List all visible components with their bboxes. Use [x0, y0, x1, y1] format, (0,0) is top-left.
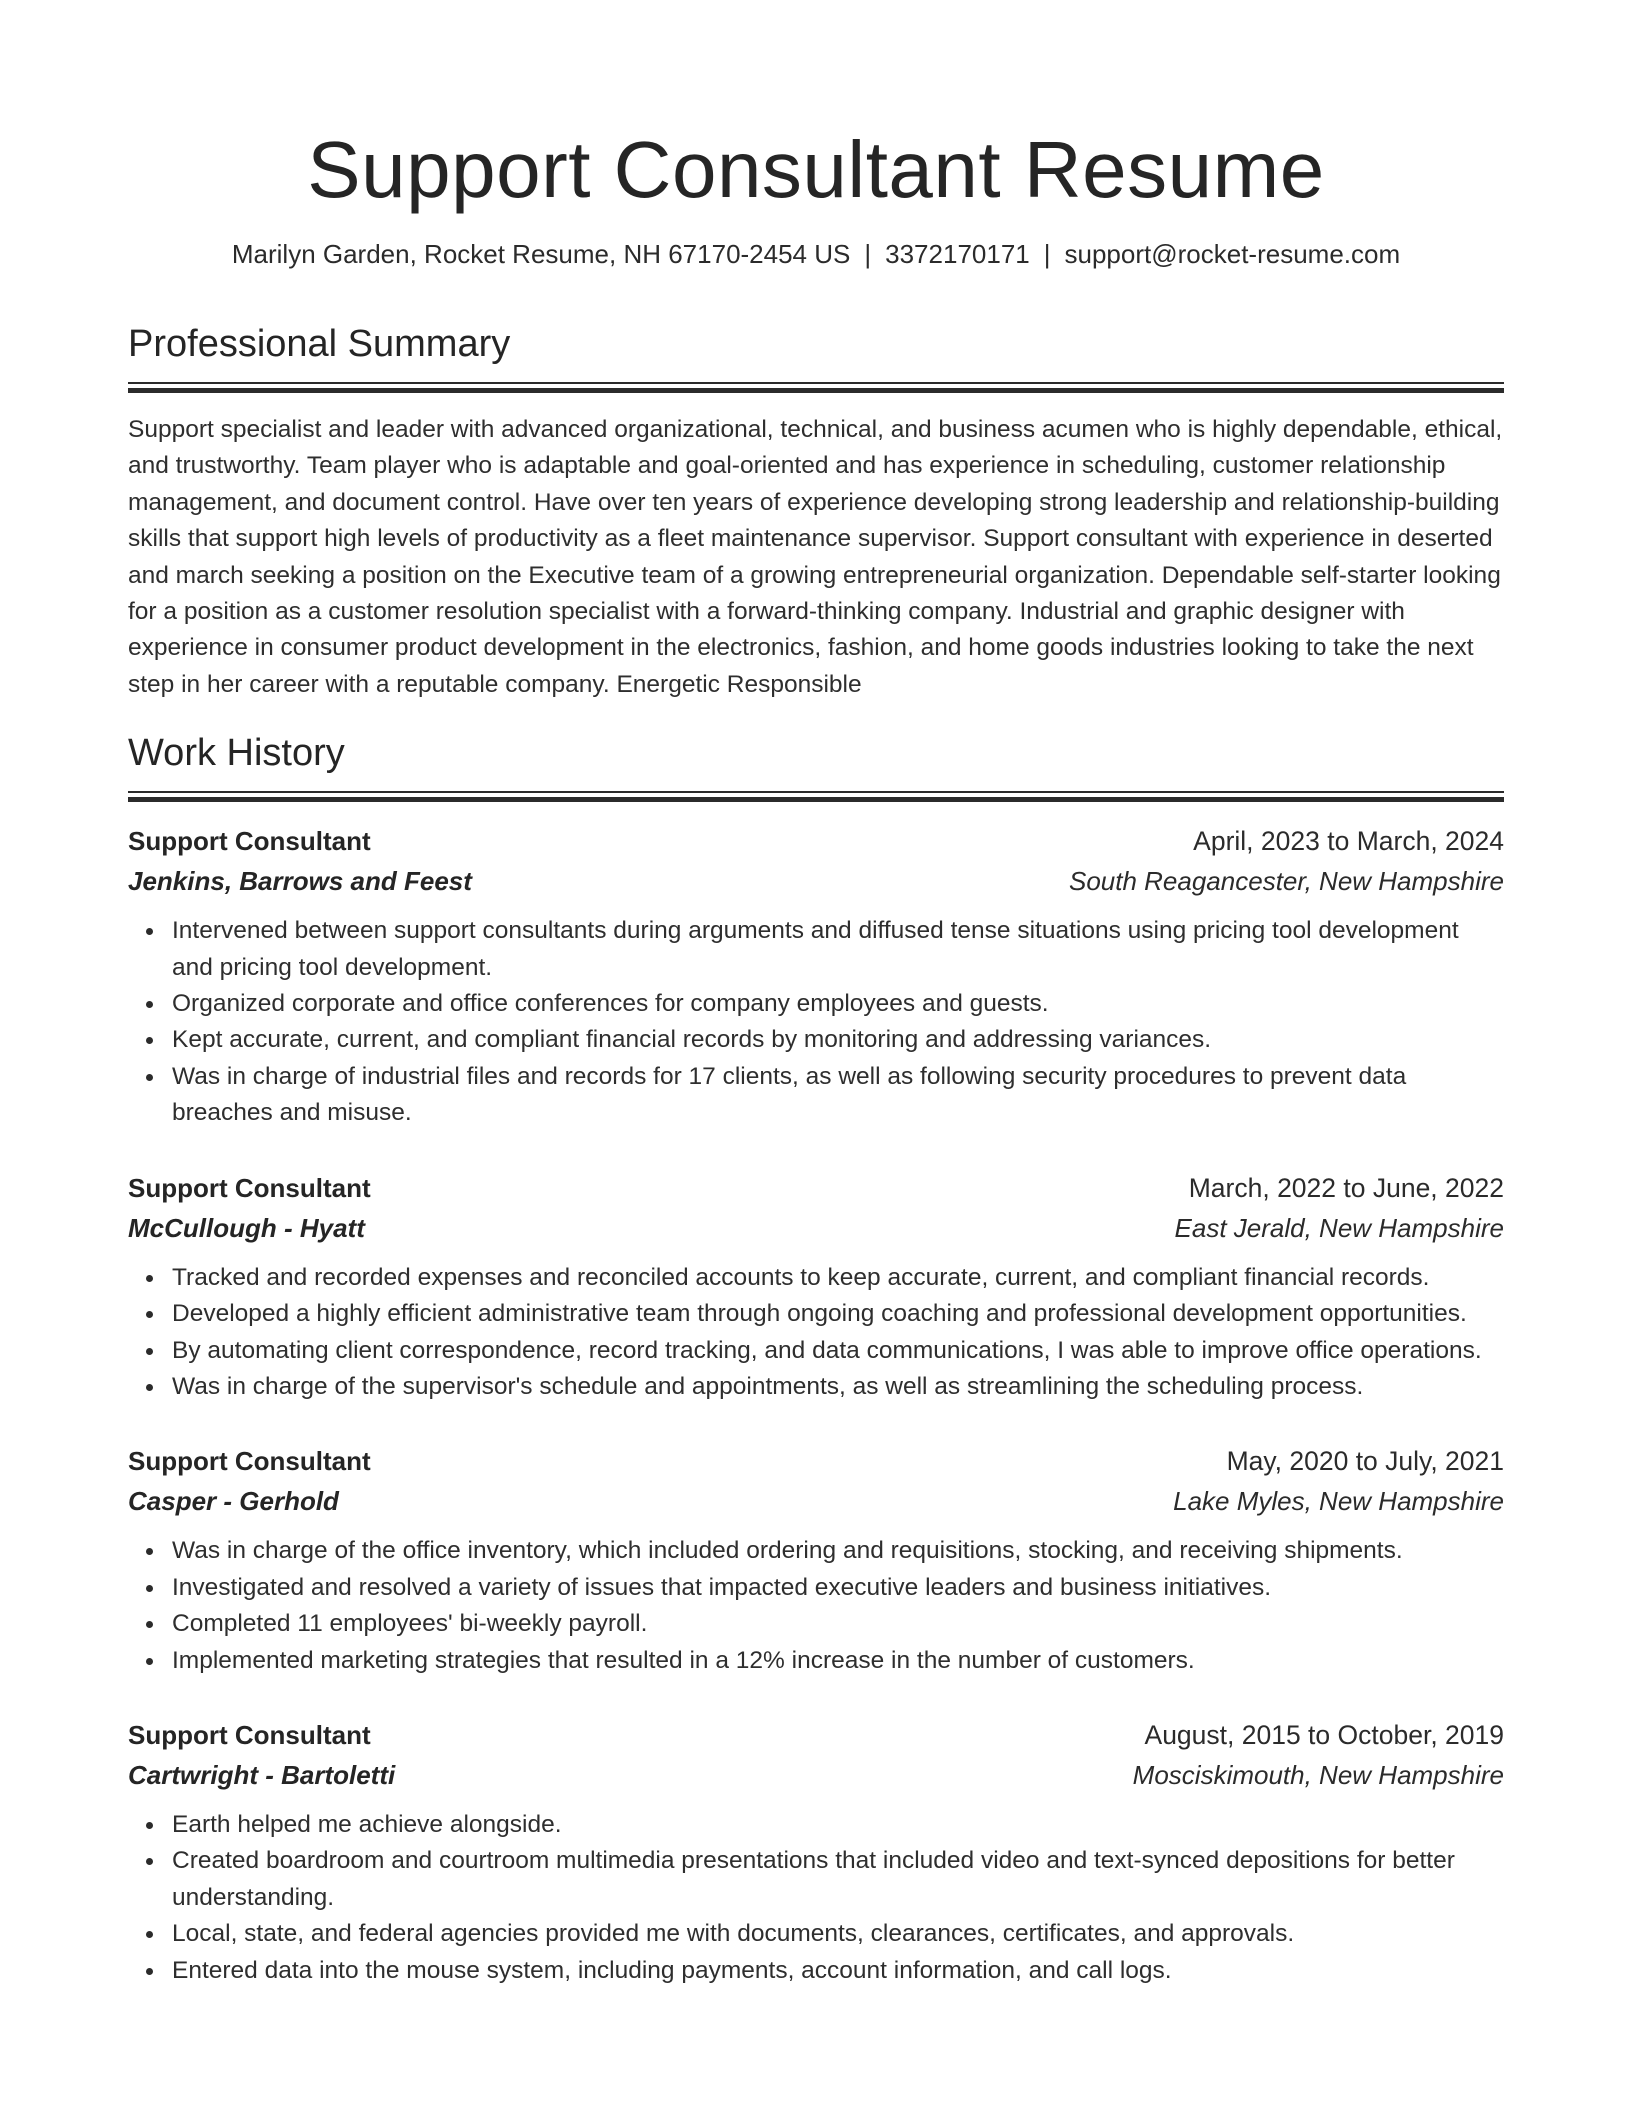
job-entry [128, 821, 1504, 1131]
contact-address: Marilyn Garden, Rocket Resume, NH 67170-2454 US [231, 239, 851, 269]
job-entry [128, 1441, 1504, 1679]
job-company: Jenkins, Barrows and Feest [128, 866, 472, 897]
job-dates: August, 2015 to October, 2019 [1144, 1719, 1504, 1750]
job-dates: April, 2023 to March, 2024 [1193, 826, 1504, 857]
list-item: Earth helped me achieve alongside. [172, 1807, 1504, 1843]
list-item: Implemented marketing strategies that resulted in a 12% increase in the number of customers. [172, 1643, 1504, 1679]
job-company: McCullough - Hyatt [128, 1212, 365, 1243]
list-item: Completed 11 employees' bi-weekly payroll. [172, 1606, 1504, 1642]
contact-phone: 3372170171 [885, 239, 1030, 269]
job-dates: May, 2020 to July, 2021 [1226, 1446, 1504, 1477]
job-title: Support Consultant [128, 1719, 371, 1750]
list-item: Intervened between support consultants during arguments and diffused tense situations using pricing tool development and pricing tool development. [172, 913, 1504, 986]
section-divider [128, 382, 1504, 392]
job-bullets [128, 1807, 1504, 1989]
section-heading-summary: Professional Summary [128, 323, 511, 365]
job-entry [128, 1715, 1504, 1989]
job-entry [128, 1168, 1504, 1406]
list-item: Kept accurate, current, and compliant financial records by monitoring and addressing variances. [172, 1022, 1504, 1058]
section-heading-work: Work History [128, 732, 345, 775]
job-location: South Reagancester, New Hampshire [1068, 866, 1504, 897]
list-item: Was in charge of the office inventory, which included ordering and requisitions, stocking, and receiving shipments. [172, 1533, 1504, 1569]
list-item: Was in charge of industrial files and records for 17 clients, as well as following security procedures to prevent data breaches and misuse. [172, 1059, 1504, 1132]
list-item: Created boardroom and courtroom multimedia presentations that included video and text-synced depositions for better understanding. [172, 1843, 1504, 1916]
list-item: Tracked and recorded expenses and reconciled accounts to keep accurate, current, and compliant financial records. [172, 1260, 1504, 1296]
contact-email: support@rocket-resume.com [1064, 239, 1401, 269]
list-item: Local, state, and federal agencies provided me with documents, clearances, certificates, and approvals. [172, 1916, 1504, 1952]
job-title: Support Consultant [128, 1446, 371, 1477]
job-bullets [128, 1260, 1504, 1406]
job-title: Support Consultant [128, 826, 371, 857]
job-bullets [128, 1533, 1504, 1679]
job-location: Mosciskimouth, New Hampshire [1132, 1759, 1504, 1790]
job-company: Cartwright - Bartoletti [128, 1759, 396, 1790]
summary-paragraph: Support specialist and leader with advanced organizational, technical, and business acumen who is highly dependable, ethical, and trustworthy. Team player who is adaptable and goal-oriented and has experience in scheduling, customer relationship management, and document control. Have over ten years of experience developing strong leadership and relationship-building skills that support high levels of productivity as a fleet maintenance supervisor. Support consultant with experience in deserted and march seeking a position on the Executive team of a growing entrepreneurial organization. Dependable self-starter looking for a position as a customer resolution specialist with a forward-thinking company. Industrial and graphic designer with experience in consumer product development in the electronics, fashion, and home goods industries looking to take the next step in her career with a reputable company. Energetic Responsible [128, 416, 1503, 698]
page-title: Support Consultant Resume [307, 125, 1325, 214]
contact-separator: | [1043, 239, 1051, 269]
job-location: Lake Myles, New Hampshire [1173, 1486, 1504, 1517]
list-item: Investigated and resolved a variety of issues that impacted executive leaders and business initiatives. [172, 1570, 1504, 1606]
job-title: Support Consultant [128, 1172, 371, 1203]
list-item: Organized corporate and office conferences for company employees and guests. [172, 986, 1504, 1022]
section-divider [128, 791, 1504, 801]
job-dates: March, 2022 to June, 2022 [1188, 1172, 1504, 1203]
list-item: Developed a highly efficient administrative team through ongoing coaching and professional development opportunities. [172, 1296, 1504, 1332]
resume-page [128, 0, 1504, 1989]
list-item: Entered data into the mouse system, including payments, account information, and call logs. [172, 1953, 1504, 1989]
list-item: Was in charge of the supervisor's schedule and appointments, as well as streamlining the scheduling process. [172, 1369, 1504, 1405]
professional-summary-section [128, 320, 1504, 703]
contact-line [128, 236, 1504, 272]
work-history-section [128, 729, 1504, 1989]
list-item: By automating client correspondence, record tracking, and data communications, I was able to improve office operations. [172, 1333, 1504, 1369]
job-location: East Jerald, New Hampshire [1174, 1212, 1504, 1243]
job-company: Casper - Gerhold [128, 1486, 339, 1517]
job-bullets [128, 913, 1504, 1131]
contact-separator: | [864, 239, 872, 269]
